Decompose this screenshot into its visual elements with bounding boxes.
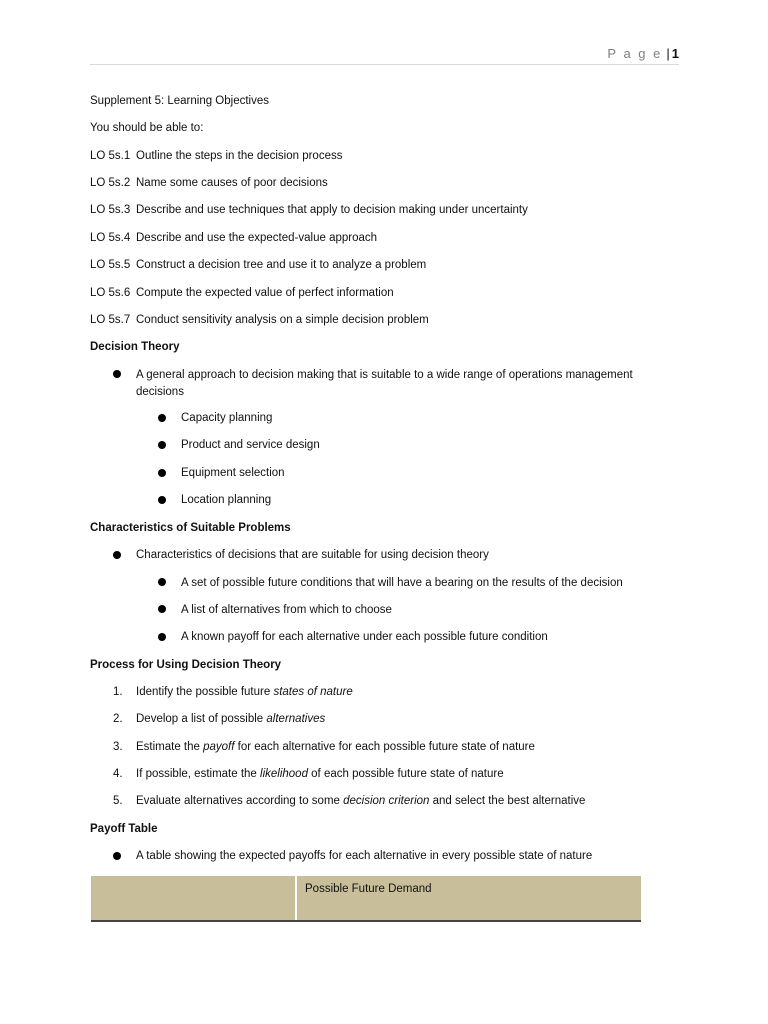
bullet-icon bbox=[158, 633, 166, 641]
step-text: Evaluate alternatives according to some decision criterion and select the best alternative bbox=[136, 795, 586, 807]
step-number: 3. bbox=[113, 741, 123, 753]
document-title: Supplement 5: Learning Objectives bbox=[90, 95, 269, 107]
page-number: 1 bbox=[671, 46, 679, 61]
objective-code: LO 5s.2 bbox=[90, 177, 131, 189]
objective-code: LO 5s.6 bbox=[90, 287, 131, 299]
section-heading: Payoff Table bbox=[90, 823, 158, 835]
step-number: 5. bbox=[113, 795, 123, 807]
sub-bullet-text: Product and service design bbox=[181, 439, 320, 451]
objective-code: LO 5s.7 bbox=[90, 314, 131, 326]
objective-item bbox=[90, 314, 429, 326]
bullet-text: A general approach to decision making that is suitable to a wide range of operations management decisions bbox=[136, 369, 633, 398]
bullet-icon bbox=[158, 605, 166, 613]
intro-text: You should be able to: bbox=[90, 122, 204, 134]
objective-text: Compute the expected value of perfect information bbox=[136, 287, 394, 299]
objective-text: Describe and use techniques that apply to decision making under uncertainty bbox=[136, 204, 528, 216]
objective-item bbox=[90, 232, 377, 244]
bullet-text: Characteristics of decisions that are suitable for using decision theory bbox=[136, 549, 489, 561]
bullet-icon bbox=[158, 469, 166, 477]
step-text: Estimate the payoff for each alternative for each possible future state of nature bbox=[136, 741, 535, 753]
sub-bullet-text: Equipment selection bbox=[181, 467, 285, 479]
table-corner-cell bbox=[91, 876, 295, 920]
page-header bbox=[90, 46, 679, 65]
section-heading: Decision Theory bbox=[90, 341, 180, 353]
objective-item bbox=[90, 177, 328, 189]
objective-item bbox=[90, 204, 528, 216]
sub-bullet-text: A known payoff for each alternative under each possible future condition bbox=[181, 631, 548, 643]
bullet-icon bbox=[158, 578, 166, 586]
objective-code: LO 5s.1 bbox=[90, 150, 131, 162]
bullet-icon bbox=[113, 551, 121, 559]
sub-bullet-text: Capacity planning bbox=[181, 412, 273, 424]
sub-bullet-text: Location planning bbox=[181, 494, 272, 506]
section-heading: Process for Using Decision Theory bbox=[90, 659, 282, 671]
sub-bullet-text: A set of possible future conditions that will have a bearing on the results of the decision bbox=[181, 577, 623, 589]
objective-text: Construct a decision tree and use it to analyze a problem bbox=[136, 259, 427, 271]
step-number: 2. bbox=[113, 713, 123, 725]
sub-bullet-text: A list of alternatives from which to choose bbox=[181, 604, 392, 616]
objective-item bbox=[90, 150, 342, 162]
objective-item bbox=[90, 259, 426, 271]
step-number: 4. bbox=[113, 768, 123, 780]
objective-code: LO 5s.4 bbox=[90, 232, 131, 244]
objective-code: LO 5s.3 bbox=[90, 204, 131, 216]
objective-text: Outline the steps in the decision process bbox=[136, 150, 343, 162]
objective-text: Name some causes of poor decisions bbox=[136, 177, 328, 189]
page-label: P a g e bbox=[607, 46, 663, 61]
step-text: Identify the possible future states of nature bbox=[136, 686, 353, 698]
bullet-icon bbox=[158, 414, 166, 422]
bullet-text: A table showing the expected payoffs for each alternative in every possible state of nature bbox=[136, 850, 593, 862]
bullet-icon bbox=[113, 370, 121, 378]
bullet-icon bbox=[113, 852, 121, 860]
step-number: 1. bbox=[113, 686, 123, 698]
objective-text: Describe and use the expected-value approach bbox=[136, 232, 378, 244]
objective-item bbox=[90, 287, 394, 299]
step-text: Develop a list of possible alternatives bbox=[136, 713, 326, 725]
table-header-cell: Possible Future Demand bbox=[297, 876, 641, 920]
bullet-icon bbox=[158, 496, 166, 504]
objective-code: LO 5s.5 bbox=[90, 259, 131, 271]
payoff-table bbox=[91, 876, 641, 922]
section-heading: Characteristics of Suitable Problems bbox=[90, 522, 291, 534]
step-text: If possible, estimate the likelihood of each possible future state of nature bbox=[136, 768, 504, 780]
objective-text: Conduct sensitivity analysis on a simple decision problem bbox=[136, 314, 429, 326]
page-separator: | bbox=[666, 46, 670, 61]
bullet-icon bbox=[158, 441, 166, 449]
